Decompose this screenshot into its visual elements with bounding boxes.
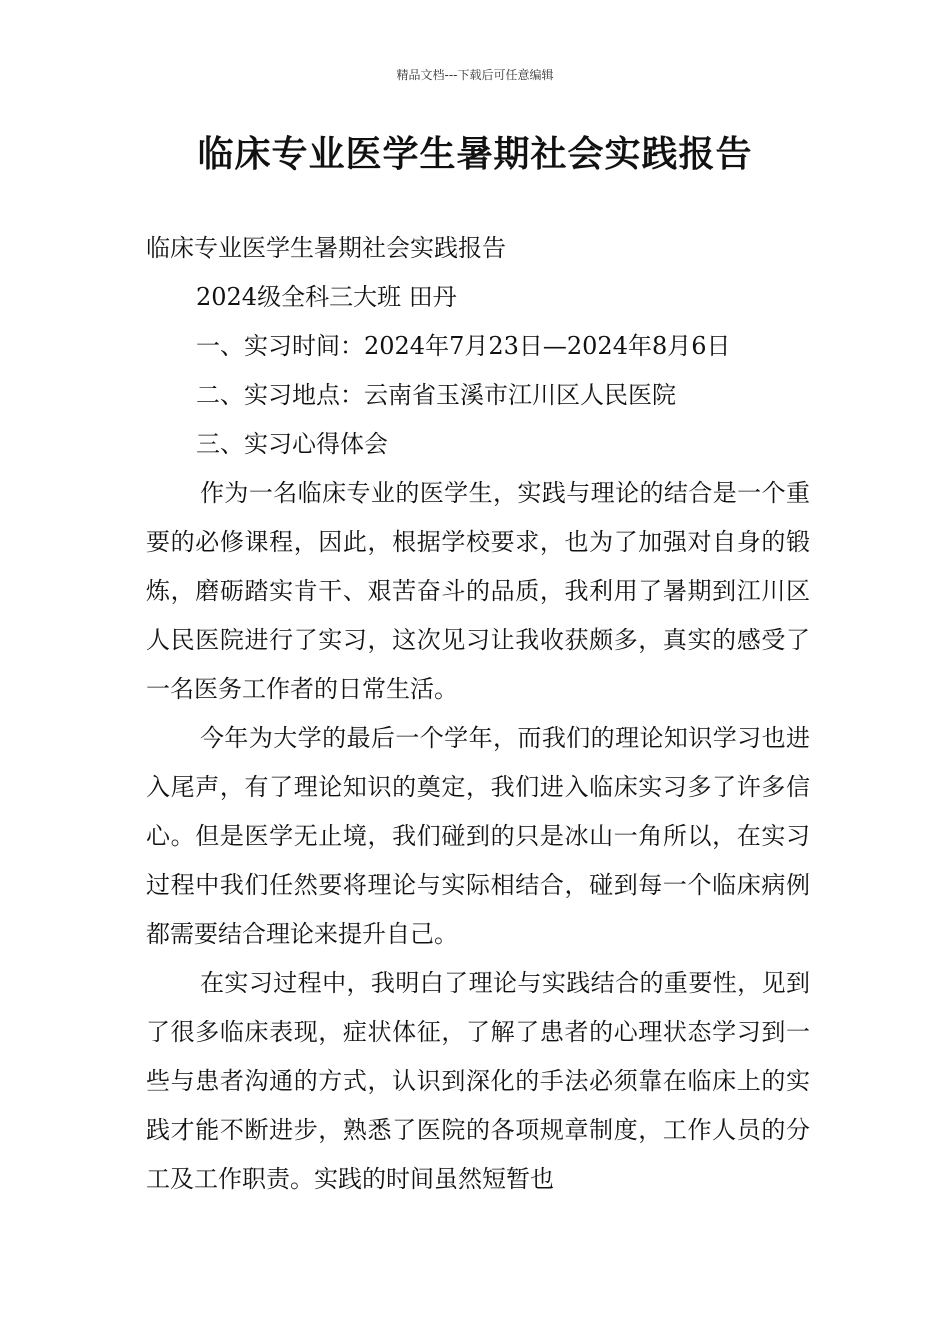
internship-time: 一、实习时间：2024年7月23日—2024年8月6日	[196, 332, 731, 360]
paragraph-3: 在实习过程中，我明白了理论与实践结合的重要性，见到了很多临床表现，症状体征，了解了患者的心理状态学习到一些与患者沟通的方式，认识到深化的手法必须靠在临床上的实践才能不断进步，熟悉了医院的各项规章制度，工作人员的分工及工作职责。实践的时间虽然短暂也	[146, 969, 810, 1193]
header-note: 精品文档---下载后可任意编辑	[396, 68, 554, 82]
document-body	[146, 224, 810, 1204]
author-line: 2024级全科三大班 田丹	[196, 283, 457, 311]
paragraph-2: 今年为大学的最后一个学年，而我们的理论知识学习也进入尾声，有了理论知识的奠定，我们进入临床实习多了许多信心。但是医学无止境，我们碰到的只是冰山一角所以，在实习过程中我们任然要将理论与实际相结合，碰到每一个临床病例都需要结合理论来提升自己。	[146, 724, 810, 948]
paragraph-1: 作为一名临床专业的医学生，实践与理论的结合是一个重要的必修课程，因此，根据学校要求，也为了加强对自身的锻炼，磨砺踏实肯干、艰苦奋斗的品质，我利用了暑期到江川区人民医院进行了实习，这次见习让我收获颇多，真实的感受了一名医务工作者的日常生活。	[146, 479, 810, 703]
document-title: 临床专业医学生暑期社会实践报告	[197, 134, 753, 175]
report-subtitle: 临床专业医学生暑期社会实践报告	[146, 234, 506, 262]
section-heading: 三、实习心得体会	[196, 430, 388, 458]
internship-place: 二、实习地点：云南省玉溪市江川区人民医院	[196, 381, 676, 409]
